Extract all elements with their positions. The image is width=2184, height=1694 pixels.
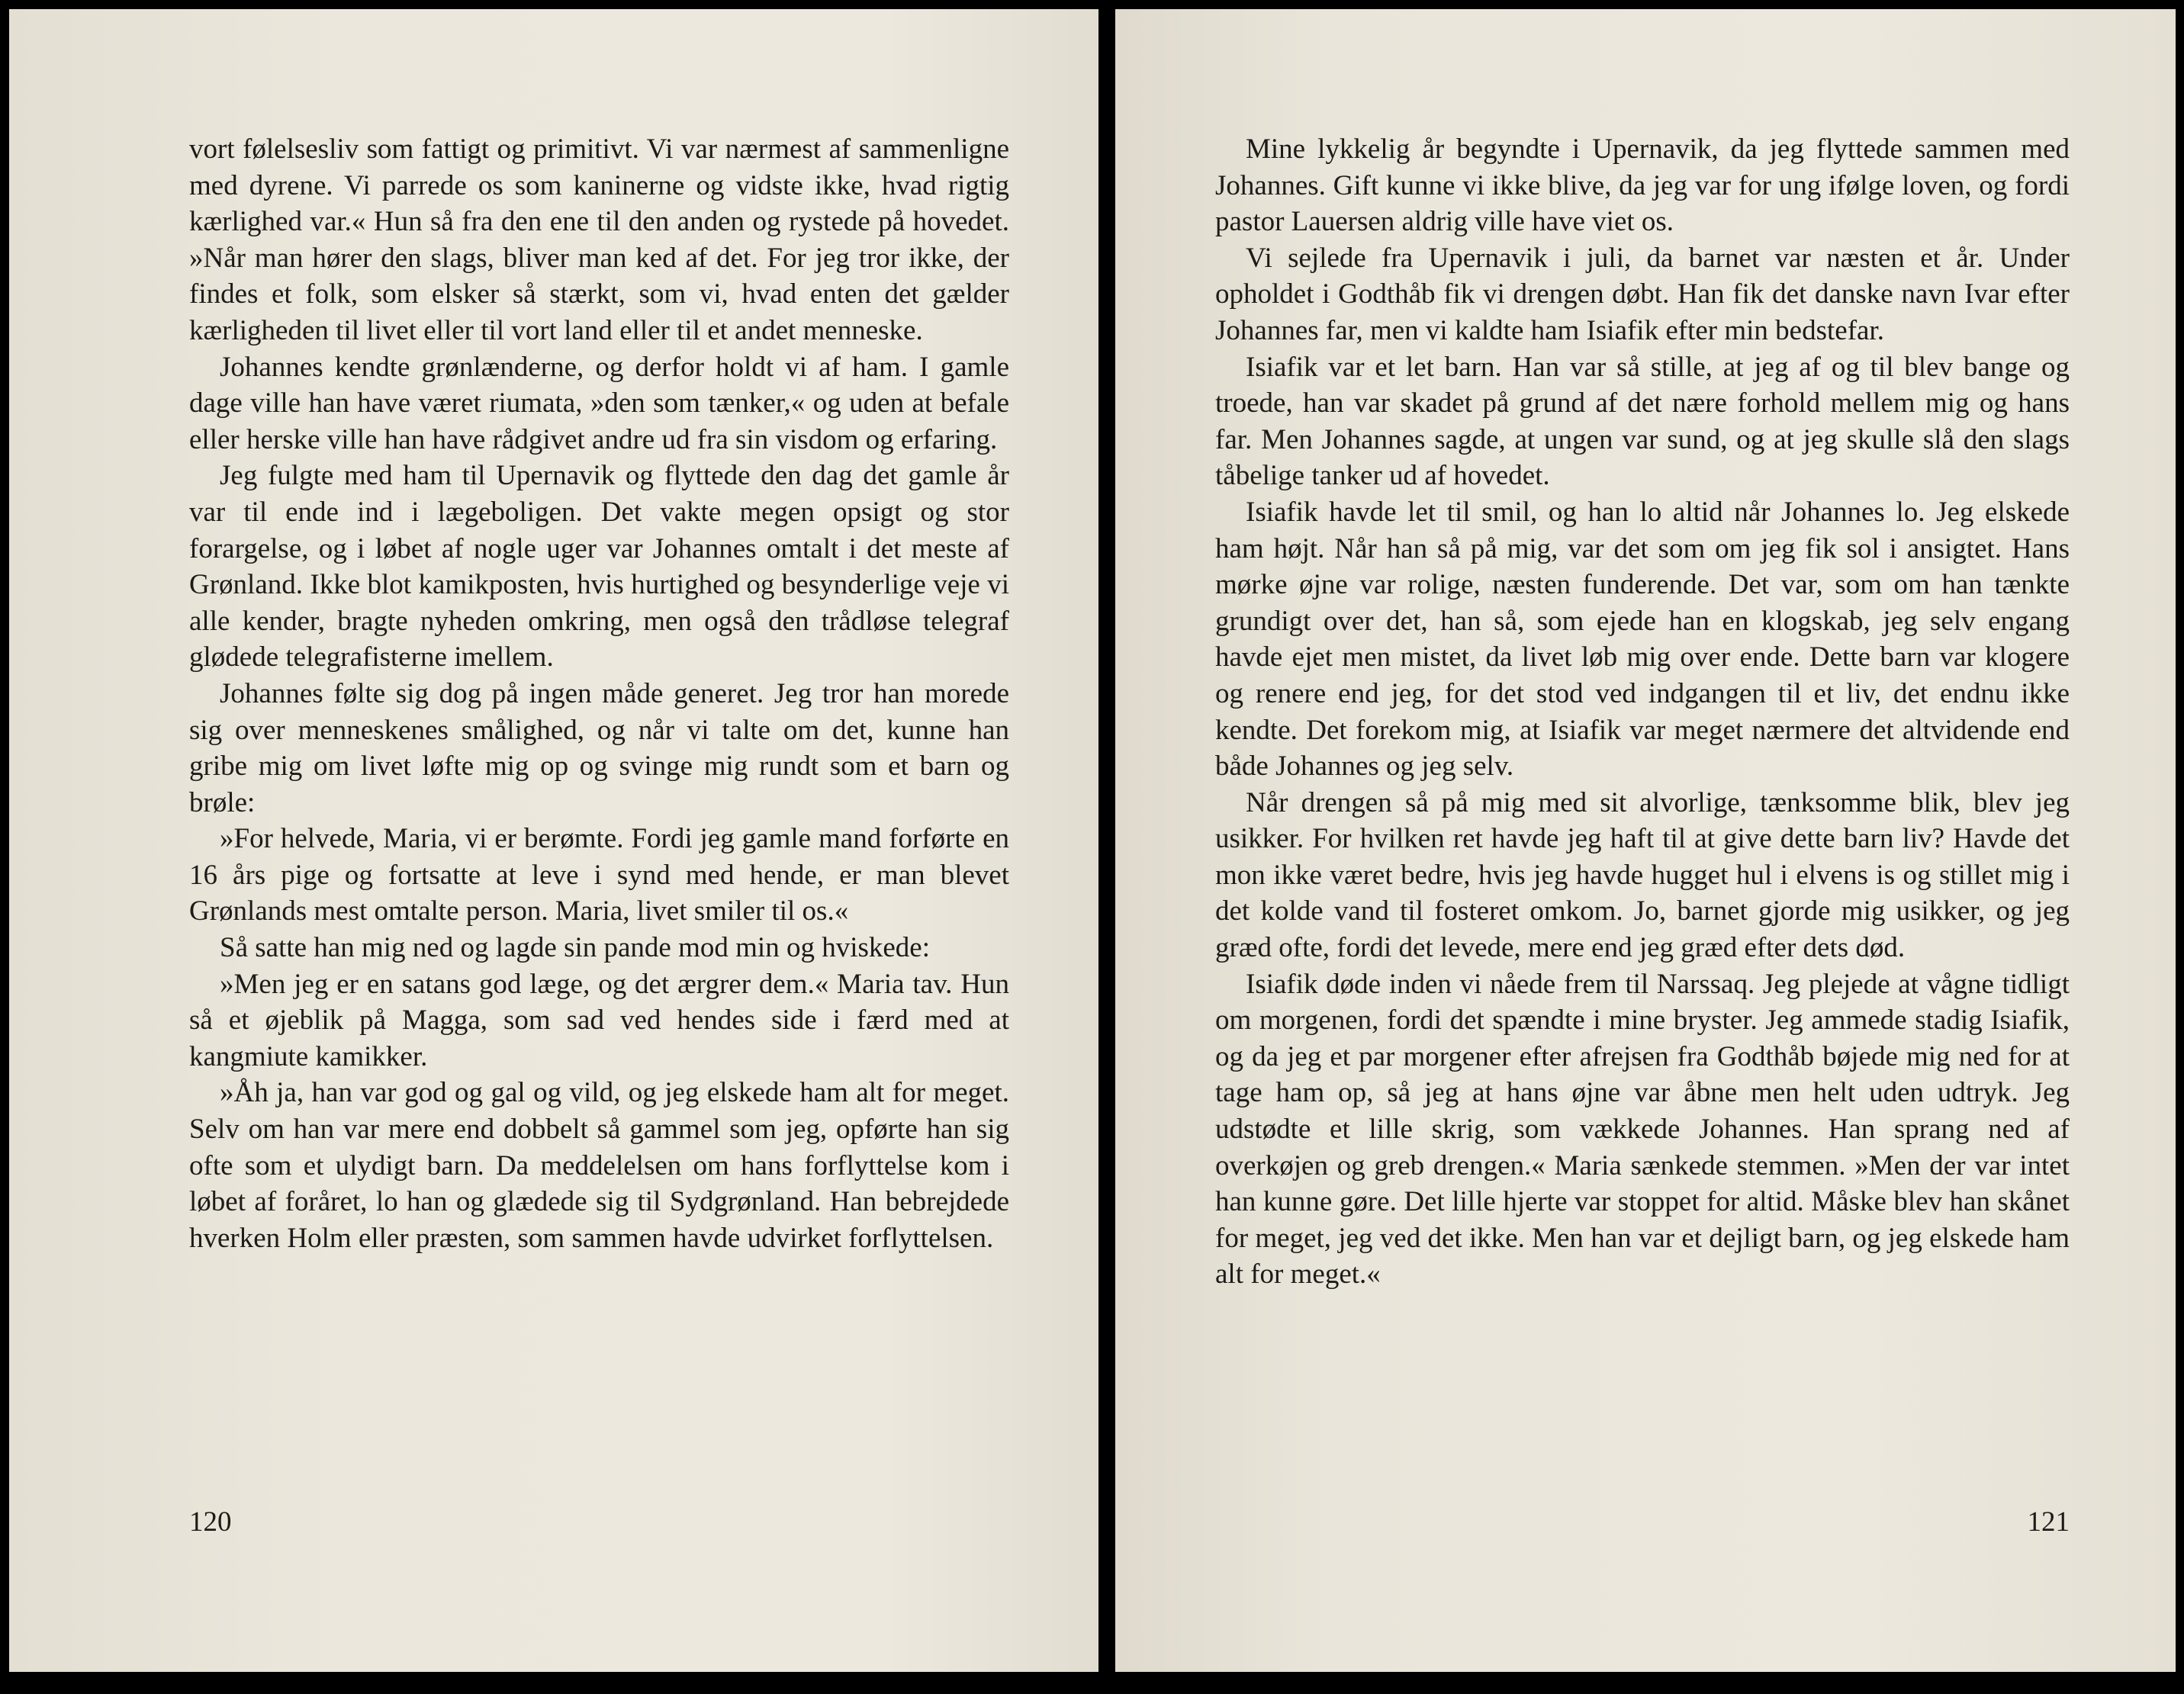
paragraph: Vi sejlede fra Upernavik i juli, da barnet var næsten et år. Under opholdet i Godthåb fik vi drengen døbt. Han fik det danske navn Ivar efter Johannes far, men vi kaldte ham Isiafik efter min bedstefar. [1215,242,2070,346]
paragraph: »Åh ja, han var god og gal og vild, og jeg elskede ham alt for meget. Selv om han var mere end dobbelt så gammel som jeg, opførte han sig ofte som et ulydigt barn. Da meddelelsen om hans forflyttelse kom i løbet af foråret, lo han og glædede sig til Sydgrønland. Han bebrejdede hverken Holm eller præsten, som sammen havde udvirket forflyttelsen. [189,1077,1009,1254]
paragraph: Johannes kendte grønlænderne, og derfor holdt vi af ham. I gamle dage ville han have været riumata, »den som tænker,« og uden at befale eller herske ville han have rådgivet andre ud fra sin visdom og erfaring. [189,351,1009,455]
paragraph: Mine lykkelig år begyndte i Upernavik, da jeg flyttede sammen med Johannes. Gift kunne vi ikke blive, da jeg var for ung ifølge loven, og fordi pastor Lauersen aldrig ville have viet os. [1215,133,2070,238]
paragraph: Når drengen så på mig med sit alvorlige, tænksomme blik, blev jeg usikker. For hvilken ret havde jeg haft til at give dette barn liv? Havde det mon ikke været bedre, hvis jeg havde hugget hul i elvens is og stillet mig i det kolde vand til fosteret omkom. Jo, barnet gjorde mig usikker, og jeg græd ofte, fordi det levede, mere end jeg græd efter dets død. [1215,786,2070,964]
paragraph: »Men jeg er en satans god læge, og det ærgrer dem.« Maria tav. Hun så et øjeblik på Magga, som sad ved hendes side i færd med at kangmiute kamikker. [189,968,1009,1072]
page-number-right: 121 [2027,1506,2070,1538]
paragraph: Jeg fulgte med ham til Upernavik og flyttede den dag det gamle år var til ende ind i lægeboligen. Det vakte megen opsigt og stor forargelse, og i løbet af nogle uger var Johannes omtalt i det meste af Grønland. Ikke blot kamikposten, hvis hurtighed og besynderlige veje vi alle kender, bragte nyheden omkring, men også den trådløse telegraf glødede telegrafisterne imellem. [189,460,1009,673]
paragraph: Isiafik døde inden vi nåede frem til Narssaq. Jeg plejede at vågne tidligt om morgenen, fordi det spændte i mine bryster. Jeg ammede stadig Isiafik, og da jeg et par morgener efter afrejsen fra Godthåb bøjede mig ned for at tage ham op, så jeg at hans øjne var åbne men helt uden udtryk. Jeg udstødte et lille skrig, som vækkede Johannes. Han sprang ned af overkøjen og greb drengen.« Maria sænkede stemmen. »Men der var intet han kunne gøre. Det lille hjerte var stoppet for altid. Måske blev han skånet for meget, jeg ved det ikke. Men han var et dejligt barn, og jeg elskede ham alt for meget.« [1215,968,2070,1291]
paragraph: Isiafik var et let barn. Han var så stille, at jeg af og til blev bange og troede, han var skadet på grund af det nære forhold mellem mig og hans far. Men Johannes sagde, at ungen var sund, og at jeg skulle slå den slags tåbelige tanker ud af hovedet. [1215,351,2070,492]
right-page [1115,9,2176,1672]
left-page [9,9,1098,1672]
paragraph: vort følelsesliv som fattigt og primitivt. Vi var nærmest af sammenligne med dyrene. Vi parrede os som kaninerne og vidste ikke, hvad rigtig kærlighed var.« Hun så fra den ene til den anden og rystede på hovedet. »Når man hører den slags, bliver man ked af det. For jeg tror ikke, der findes et folk, som elsker så stærkt, som vi, hvad enten det gælder kærligheden til livet eller til vort land eller til et andet menneske. [189,133,1009,346]
left-page-text [189,131,1009,1256]
right-page-text [1215,131,2070,1293]
paragraph: Isiafik havde let til smil, og han lo altid når Johannes lo. Jeg elskede ham højt. Når han så på mig, var det som om jeg fik sol i ansigtet. Hans mørke øjne var rolige, næsten funderende. Det var, som om han tænkte grundigt over det, han så, som ejede han en klogskab, jeg selv engang havde ejet men mistet, da livet løb mig over ende. Dette barn var klogere og renere end jeg, for det stod ved indgangen til et liv, det endnu ikke kendte. Det forekom mig, at Isiafik var meget nærmere det altvidende end både Johannes og jeg selv. [1215,496,2070,783]
paragraph: Johannes følte sig dog på ingen måde generet. Jeg tror han morede sig over menneskenes smålighed, og når vi talte om det, kunne han gribe mig om livet løfte mig op og svinge mig rundt som et barn og brøle: [189,677,1009,818]
paragraph: »For helvede, Maria, vi er berømte. Fordi jeg gamle mand forførte en 16 års pige og fortsatte at leve i synd med hende, er man blevet Grønlands mest omtalte person. Maria, livet smiler til os.« [189,823,1009,927]
paragraph: Så satte han mig ned og lagde sin pande mod min og hviskede: [220,932,930,964]
page-number-left: 120 [189,1506,232,1538]
